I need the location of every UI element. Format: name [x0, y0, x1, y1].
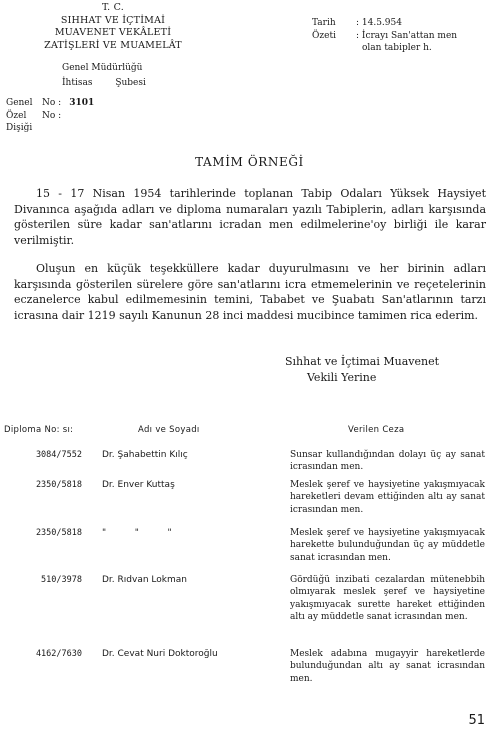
body-paragraph: Oluşun en küçük teşekküllere kadar duyurulmasını ve her birinin adları karşısında gösterilen sürelere göre san'atlarını icra etmemelerinin ve reçetelerinin eczanelerce kabul edilmemesinin temini, Tababet ve Şuabatı San'atlarının tarzı icrasına dair 1219 sayılı Kanunun 28 inci maddesi mucibince tamimen rica ederim.: [14, 262, 486, 322]
subject-label: Özeti: [312, 30, 336, 41]
subject-value: : İcrayı San'attan men: [356, 30, 458, 41]
header-line: MUAVENET VEKÂLETİ: [54, 27, 172, 38]
signature-line: Sıhhat ve İçtimai Muavenet: [285, 355, 440, 368]
subject-row: [312, 30, 457, 43]
penalty-text: Gördüğü inzibati cezalardan mütenebbih olmıyarak meslek şeref ve haysiyetine yakışmıyacak surette hareket ettiğinden altı ay müddetle sanat icrasından men.: [290, 575, 485, 622]
column-header-penalty: Verilen Ceza: [348, 425, 405, 435]
date-row: [312, 17, 457, 30]
section-line: İhtisas Şubesi: [62, 78, 146, 88]
diploma-number: 2350/5818: [35, 528, 82, 538]
reference-row: [6, 110, 94, 123]
reference-value: 3101: [69, 98, 95, 108]
subject-value: olan tabipler h.: [362, 43, 432, 53]
reference-label: Özel: [6, 110, 27, 121]
date-subject-block: [312, 17, 457, 55]
header-line: T. C.: [102, 2, 124, 13]
header-line: ZATİŞLERİ VE MUAMELÂT: [44, 39, 182, 51]
reference-block: [6, 97, 94, 135]
doctor-name: " " ": [102, 528, 172, 538]
doctor-name: Dr. Cevat Nuri Doktoroğlu: [102, 649, 218, 659]
reference-label: Genel: [6, 98, 33, 108]
subject-row: [312, 42, 457, 55]
date-label: Tarih: [312, 18, 336, 28]
document-title: TAMİM ÖRNEĞİ: [195, 155, 304, 169]
penalty-text: Meslek adabına mugayyir hareketlerde bulunduğundan altı ay sanat icrasından men.: [290, 649, 485, 684]
doctor-name: Dr. Şahabettin Kılıç: [102, 450, 188, 460]
reference-key: No :: [42, 98, 62, 108]
diploma-number: 510/3978: [41, 575, 82, 585]
column-header-diploma: Diploma No: sı:: [4, 425, 74, 435]
column-header-name: Adı ve Soyadı: [138, 425, 200, 435]
body-paragraph: 15 - 17 Nisan 1954 tarihlerinde toplanan Tabip Odaları Yüksek Haysiyet Divanınca aşağıda adları ve diploma numaraları yazılı Tabiplerin, adları karşısında gösterilen süre kadar san'atlarını icradan men edilmelerine'oy birliği ile karar verilmiştir.: [14, 187, 486, 247]
page-number: 51: [468, 713, 485, 728]
reference-key: No :: [42, 110, 62, 121]
penalty-text: Meslek şeref ve haysiyetine yakışmıyacak hareketleri devam ettiğinden altı ay sanat icrasından men.: [290, 480, 485, 515]
penalty-text: Sunsar kullandığından dolayı üç ay sanat icrasından men.: [290, 450, 485, 473]
diploma-number: 4162/7630: [35, 649, 82, 659]
department-line: Genel Müdürlüğü: [62, 63, 143, 73]
reference-row: [6, 122, 94, 135]
ministry-header: [18, 2, 208, 52]
doctor-name: Dr. Enver Kuttaş: [102, 480, 175, 490]
signature-line: Vekili Yerine: [307, 371, 377, 384]
signature-block: [285, 354, 439, 386]
diploma-number: 2350/5818: [35, 480, 82, 490]
penalty-text: Meslek şeref ve haysiyetine yakışmıyacak harekette bulunduğundan üç ay müddetle sanat icrasından men.: [290, 528, 485, 563]
reference-label: Dişiği: [6, 123, 33, 133]
diploma-number: 3084/7552: [35, 450, 82, 460]
reference-row: [6, 97, 94, 110]
doctor-name: Dr. Rıdvan Lokman: [102, 575, 187, 585]
spacer: [312, 42, 356, 55]
date-value: : 14.5.954: [356, 18, 402, 28]
header-line: SIHHAT VE İÇTİMAİ: [60, 14, 166, 26]
